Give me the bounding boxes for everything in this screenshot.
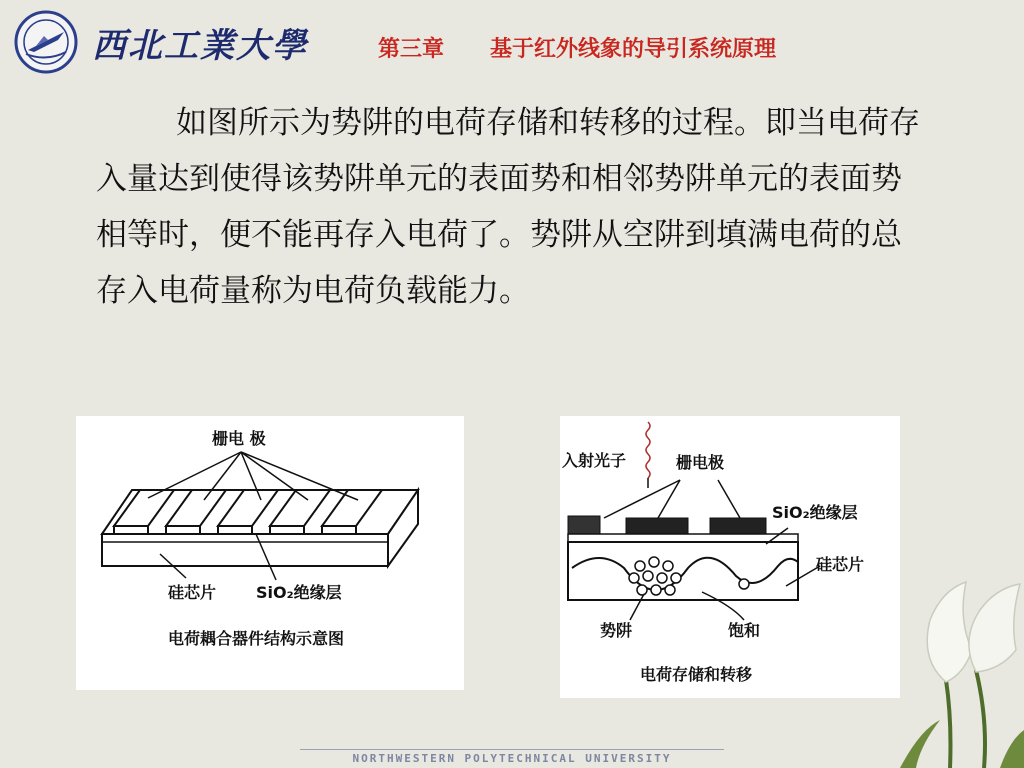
potential-well-label: 势阱 bbox=[600, 621, 633, 640]
silicon-chip-label: 硅芯片 bbox=[168, 583, 217, 602]
figure2-caption: 电荷存储和转移 bbox=[640, 665, 753, 684]
chapter-title: 基于红外线象的导引系统原理 bbox=[490, 36, 777, 62]
slide-footer bbox=[0, 744, 1024, 768]
incident-photon-label: 入射光子 bbox=[562, 451, 627, 470]
oxide-layer-label: SiO₂绝缘层 bbox=[256, 583, 342, 602]
gate-electrode-label-2: 栅电极 bbox=[676, 453, 725, 472]
university-name: 西北工業大學 bbox=[92, 26, 308, 66]
body-paragraph: 如图所示为势阱的电荷存储和转移的过程。即当电荷存入量达到使得该势阱单元的表面势和相邻势阱单元的表面势相等时，便不能再存入电荷了。势阱从空阱到填满电荷的总存入电荷量称为电荷负载能力。 bbox=[96, 105, 920, 309]
university-seal-icon bbox=[14, 10, 78, 74]
figure1-caption: 电荷耦合器件结构示意图 bbox=[168, 629, 345, 648]
figure-ccd-structure bbox=[76, 416, 464, 690]
silicon-chip-label-2: 硅芯片 bbox=[816, 555, 865, 574]
calla-lily-decoration-icon bbox=[880, 570, 1024, 768]
slide-header bbox=[0, 0, 1024, 80]
chapter-heading bbox=[378, 32, 776, 63]
footer-divider bbox=[300, 749, 724, 750]
footer-university-text: NORTHWESTERN POLYTECHNICAL UNIVERSITY bbox=[352, 752, 672, 765]
chapter-label: 第三章 bbox=[378, 36, 445, 62]
figure-charge-storage bbox=[560, 416, 900, 698]
saturation-label: 饱和 bbox=[728, 621, 761, 640]
gate-electrode-label: 栅电 极 bbox=[212, 429, 266, 448]
oxide-layer-label-2: SiO₂绝缘层 bbox=[772, 503, 858, 522]
